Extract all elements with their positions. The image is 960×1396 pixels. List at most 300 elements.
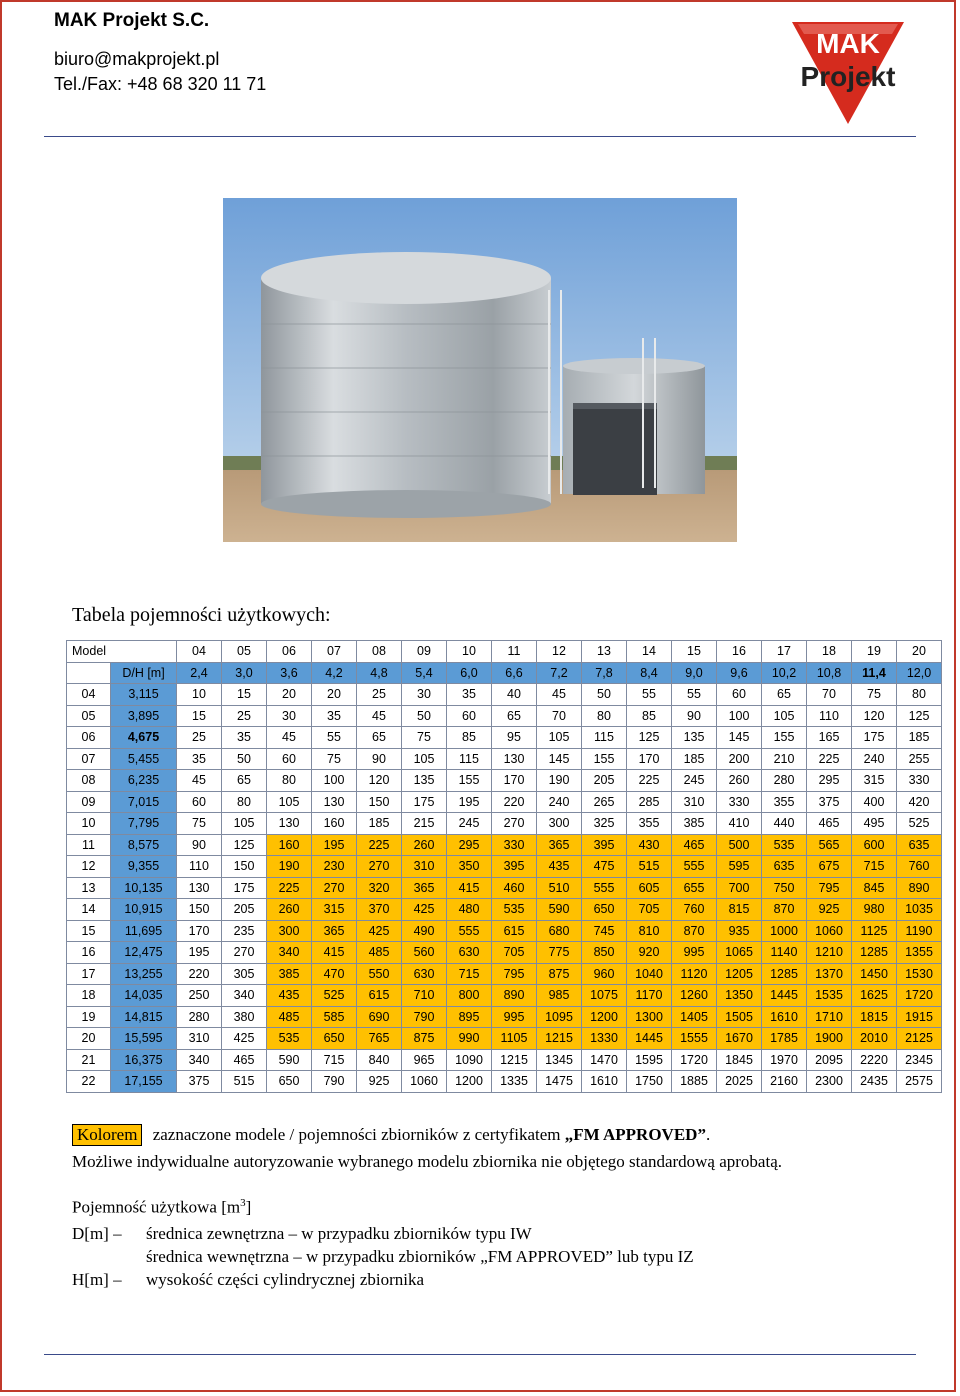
capacity-cell: 115: [582, 727, 627, 749]
table-row: [67, 942, 942, 964]
table-row: [67, 684, 942, 706]
capacity-cell: 205: [222, 899, 267, 921]
row-model-number: 10: [67, 813, 111, 835]
capacity-cell: 635: [897, 834, 942, 856]
height-value: 10,8: [807, 662, 852, 684]
capacity-cell: 535: [492, 899, 537, 921]
capacity-cell: 895: [447, 1006, 492, 1028]
capacity-cell: 2300: [807, 1071, 852, 1093]
capacity-cell: 435: [537, 856, 582, 878]
capacity-cell: 460: [492, 877, 537, 899]
table-row: [67, 1071, 942, 1093]
table-row: [67, 813, 942, 835]
table-row: [67, 877, 942, 899]
capacity-cell: 1285: [762, 963, 807, 985]
height-value: 6,6: [492, 662, 537, 684]
capacity-cell: 565: [807, 834, 852, 856]
capacity-cell: 1785: [762, 1028, 807, 1050]
capacity-cell: 330: [897, 770, 942, 792]
capacity-cell: 760: [897, 856, 942, 878]
table-row: [67, 834, 942, 856]
capacity-cell: 200: [717, 748, 762, 770]
capacity-cell: 1595: [627, 1049, 672, 1071]
height-value: 3,0: [222, 662, 267, 684]
capacity-cell: 2095: [807, 1049, 852, 1071]
capacity-cell: 1060: [402, 1071, 447, 1093]
capacity-cell: 1095: [537, 1006, 582, 1028]
capacity-cell: 1610: [762, 1006, 807, 1028]
capacity-cell: 415: [447, 877, 492, 899]
capacity-cell: 10: [177, 684, 222, 706]
capacity-cell: 765: [357, 1028, 402, 1050]
company-name: MAK Projekt S.C.: [54, 10, 210, 31]
capacity-cell: 2025: [717, 1071, 762, 1093]
capacity-cell: 60: [717, 684, 762, 706]
capacity-cell: 45: [267, 727, 312, 749]
capacity-cell: 2160: [762, 1071, 807, 1093]
capacity-cell: 365: [537, 834, 582, 856]
capacity-cell: 330: [717, 791, 762, 813]
capacity-cell: 870: [762, 899, 807, 921]
capacity-cell: 35: [447, 684, 492, 706]
capacity-cell: 715: [312, 1049, 357, 1071]
capacity-cell: 220: [177, 963, 222, 985]
capacity-cell: 80: [582, 705, 627, 727]
row-diameter: 14,035: [111, 985, 177, 1007]
capacity-cell: 995: [492, 1006, 537, 1028]
capacity-cell: 310: [402, 856, 447, 878]
row-diameter: 16,375: [111, 1049, 177, 1071]
row-model-number: 22: [67, 1071, 111, 1093]
capacity-cell: 650: [267, 1071, 312, 1093]
row-model-number: 12: [67, 856, 111, 878]
capacity-cell: 550: [357, 963, 402, 985]
capacity-cell: 555: [672, 856, 717, 878]
row-model-number: 14: [67, 899, 111, 921]
capacity-label-end: ]: [245, 1197, 252, 1217]
capacity-cell: 715: [447, 963, 492, 985]
table-header-heights: [67, 662, 942, 684]
table-row: [67, 1049, 942, 1071]
row-diameter: 12,475: [111, 942, 177, 964]
capacity-cell: 655: [672, 877, 717, 899]
capacity-cell: 125: [897, 705, 942, 727]
capacity-cell: 265: [582, 791, 627, 813]
capacity-cell: 325: [582, 813, 627, 835]
row-model-number: 18: [67, 985, 111, 1007]
capacity-cell: 535: [267, 1028, 312, 1050]
capacity-cell: 1450: [852, 963, 897, 985]
capacity-cell: 65: [492, 705, 537, 727]
capacity-cell: 495: [852, 813, 897, 835]
row-model-number: 21: [67, 1049, 111, 1071]
row-diameter: 7,015: [111, 791, 177, 813]
capacity-cell: 75: [852, 684, 897, 706]
capacity-cell: 195: [177, 942, 222, 964]
capacity-cell: 410: [717, 813, 762, 835]
row-model-number: 16: [67, 942, 111, 964]
capacity-cell: 1505: [717, 1006, 762, 1028]
capacity-cell: 1120: [672, 963, 717, 985]
capacity-cell: 600: [852, 834, 897, 856]
company-email: biuro@makprojekt.pl: [54, 49, 220, 69]
capacity-cell: 305: [222, 963, 267, 985]
capacity-cell: 1285: [852, 942, 897, 964]
legend-color-box: Kolorem: [72, 1124, 142, 1146]
model-number: 18: [807, 641, 852, 663]
capacity-cell: 1190: [897, 920, 942, 942]
capacity-cell: 1530: [897, 963, 942, 985]
capacity-cell: 1040: [627, 963, 672, 985]
row-diameter: 10,135: [111, 877, 177, 899]
capacity-cell: 985: [537, 985, 582, 1007]
capacity-cell: 385: [672, 813, 717, 835]
capacity-cell: 680: [537, 920, 582, 942]
capacity-cell: 1405: [672, 1006, 717, 1028]
legend-fm-approved: „FM APPROVED”: [564, 1125, 706, 1144]
capacity-cell: 155: [582, 748, 627, 770]
capacity-cell: 380: [222, 1006, 267, 1028]
height-value: 11,4: [852, 662, 897, 684]
capacity-cell: 2435: [852, 1071, 897, 1093]
capacity-cell: 55: [312, 727, 357, 749]
capacity-cell: 65: [222, 770, 267, 792]
capacity-cell: 525: [897, 813, 942, 835]
capacity-cell: 60: [177, 791, 222, 813]
large-tank-roof: [261, 252, 551, 304]
capacity-cell: 35: [222, 727, 267, 749]
row-diameter: 11,695: [111, 920, 177, 942]
capacity-cell: 605: [627, 877, 672, 899]
height-value: 10,2: [762, 662, 807, 684]
capacity-cell: 245: [672, 770, 717, 792]
capacity-cell: 340: [267, 942, 312, 964]
capacity-cell: 890: [492, 985, 537, 1007]
capacity-cell: 165: [807, 727, 852, 749]
model-number: 11: [492, 641, 537, 663]
capacity-cell: 760: [672, 899, 717, 921]
large-tank: [261, 278, 551, 504]
capacity-cell: 1210: [807, 942, 852, 964]
capacity-cell: 105: [762, 705, 807, 727]
capacity-cell: 270: [357, 856, 402, 878]
capacity-cell: 590: [267, 1049, 312, 1071]
height-value: 7,8: [582, 662, 627, 684]
capacity-cell: 35: [312, 705, 357, 727]
model-header: Model: [67, 641, 177, 663]
capacity-cell: 300: [537, 813, 582, 835]
model-number: 05: [222, 641, 267, 663]
capacity-cell: 195: [312, 834, 357, 856]
capacity-cell: 1355: [897, 942, 942, 964]
capacity-cell: 170: [177, 920, 222, 942]
capacity-cell: 175: [852, 727, 897, 749]
corner-cell: [67, 662, 111, 684]
capacity-cell: 125: [222, 834, 267, 856]
capacity-cell: 465: [222, 1049, 267, 1071]
capacity-cell: 795: [492, 963, 537, 985]
capacity-cell: 815: [717, 899, 762, 921]
capacity-cell: 2220: [852, 1049, 897, 1071]
table-row: [67, 727, 942, 749]
capacity-cell: 1065: [717, 942, 762, 964]
capacity-cell: 1720: [672, 1049, 717, 1071]
capacity-cell: 1170: [627, 985, 672, 1007]
capacity-cell: 850: [582, 942, 627, 964]
capacity-cell: 170: [627, 748, 672, 770]
height-value: 2,4: [177, 662, 222, 684]
capacity-cell: 515: [222, 1071, 267, 1093]
capacity-definition: [72, 1197, 251, 1218]
capacity-cell: 135: [672, 727, 717, 749]
capacity-cell: 130: [492, 748, 537, 770]
company-phone: Tel./Fax: +48 68 320 11 71: [54, 74, 267, 94]
capacity-cell: 465: [807, 813, 852, 835]
capacity-cell: 160: [312, 813, 357, 835]
capacity-cell: 1720: [897, 985, 942, 1007]
capacity-cell: 385: [267, 963, 312, 985]
capacity-cell: 510: [537, 877, 582, 899]
capacity-cell: 100: [312, 770, 357, 792]
capacity-cell: 675: [807, 856, 852, 878]
capacity-cell: 45: [537, 684, 582, 706]
capacity-cell: 1610: [582, 1071, 627, 1093]
legend-text: zaznaczone modele / pojemności zbiorników z certyfikatem: [148, 1125, 565, 1144]
capacity-cell: 105: [267, 791, 312, 813]
capacity-cell: 310: [672, 791, 717, 813]
capacity-cell: 1370: [807, 963, 852, 985]
row-model-number: 11: [67, 834, 111, 856]
capacity-cell: 1140: [762, 942, 807, 964]
capacity-cell: 1710: [807, 1006, 852, 1028]
capacity-cell: 300: [267, 920, 312, 942]
mak-projekt-logo: [788, 20, 908, 128]
capacity-cell: 295: [447, 834, 492, 856]
row-diameter: 10,915: [111, 899, 177, 921]
capacity-cell: 65: [357, 727, 402, 749]
table-row: [67, 1028, 942, 1050]
legend-line: [72, 1124, 710, 1146]
table-header-models: [67, 641, 942, 663]
capacity-cell: 595: [717, 856, 762, 878]
row-model-number: 13: [67, 877, 111, 899]
capacity-cell: 135: [402, 770, 447, 792]
capacity-cell: 155: [762, 727, 807, 749]
capacity-cell: 185: [357, 813, 402, 835]
model-number: 08: [357, 641, 402, 663]
capacity-cell: 400: [852, 791, 897, 813]
capacity-cell: 750: [762, 877, 807, 899]
capacity-cell: 55: [672, 684, 717, 706]
capacity-cell: 700: [717, 877, 762, 899]
capacity-cell: 800: [447, 985, 492, 1007]
d-definition-2: średnica wewnętrzna – w przypadku zbiorników „FM APPROVED” lub typu IZ: [146, 1247, 694, 1266]
capacity-cell: 235: [222, 920, 267, 942]
row-diameter: 3,895: [111, 705, 177, 727]
pump-house: [573, 403, 657, 495]
capacity-cell: 515: [627, 856, 672, 878]
capacity-cell: 120: [357, 770, 402, 792]
logo-text-projekt: Projekt: [800, 61, 896, 92]
capacity-cell: 115: [447, 748, 492, 770]
capacity-cell: 995: [672, 942, 717, 964]
d-label: D[m] –: [72, 1224, 122, 1243]
capacity-cell: 1350: [717, 985, 762, 1007]
capacity-cell: 870: [672, 920, 717, 942]
height-value: 9,6: [717, 662, 762, 684]
capacity-cell: 1750: [627, 1071, 672, 1093]
capacity-cell: 1205: [717, 963, 762, 985]
capacity-cell: 210: [762, 748, 807, 770]
logo-text-mak: MAK: [816, 28, 880, 59]
table-row: [67, 1006, 942, 1028]
height-value: 12,0: [897, 662, 942, 684]
capacity-cell: 1260: [672, 985, 717, 1007]
row-model-number: 05: [67, 705, 111, 727]
capacity-cell: 65: [762, 684, 807, 706]
capacity-cell: 225: [357, 834, 402, 856]
capacity-cell: 480: [447, 899, 492, 921]
table-row: [67, 920, 942, 942]
capacity-cell: 1035: [897, 899, 942, 921]
d-definition-1: średnica zewnętrzna – w przypadku zbiorników typu IW: [146, 1224, 532, 1243]
capacity-cell: 845: [852, 877, 897, 899]
capacity-cell: 1885: [672, 1071, 717, 1093]
row-model-number: 04: [67, 684, 111, 706]
capacity-cell: 295: [807, 770, 852, 792]
capacity-cell: 230: [312, 856, 357, 878]
capacity-cell: 775: [537, 942, 582, 964]
capacity-cell: 555: [582, 877, 627, 899]
capacity-cell: 425: [402, 899, 447, 921]
height-value: 7,2: [537, 662, 582, 684]
capacity-cell: 1815: [852, 1006, 897, 1028]
capacity-cell: 440: [762, 813, 807, 835]
capacity-cell: 1215: [492, 1049, 537, 1071]
capacity-label: Pojemność użytkowa [m: [72, 1197, 241, 1217]
capacity-cell: 810: [627, 920, 672, 942]
capacity-cell: 25: [222, 705, 267, 727]
capacity-cell: 90: [177, 834, 222, 856]
capacity-cell: 30: [267, 705, 312, 727]
capacity-cell: 1060: [807, 920, 852, 942]
capacity-cell: 155: [447, 770, 492, 792]
capacity-cell: 245: [447, 813, 492, 835]
capacity-cell: 745: [582, 920, 627, 942]
small-tank-roof: [563, 358, 705, 374]
capacity-cell: 875: [402, 1028, 447, 1050]
capacity-cell: 255: [897, 748, 942, 770]
row-model-number: 20: [67, 1028, 111, 1050]
capacity-cell: 485: [357, 942, 402, 964]
height-value: 5,4: [402, 662, 447, 684]
capacity-cell: 650: [582, 899, 627, 921]
height-value: 8,4: [627, 662, 672, 684]
capacity-cell: 240: [852, 748, 897, 770]
capacity-cell: 965: [402, 1049, 447, 1071]
capacity-cell: 70: [537, 705, 582, 727]
capacity-cell: 15: [177, 705, 222, 727]
capacity-cell: 70: [807, 684, 852, 706]
capacity-cell: 630: [447, 942, 492, 964]
capacity-cell: 415: [312, 942, 357, 964]
capacity-cell: 100: [717, 705, 762, 727]
capacity-cell: 475: [582, 856, 627, 878]
capacity-cell: 170: [492, 770, 537, 792]
capacity-cell: 340: [222, 985, 267, 1007]
capacity-cell: 1445: [627, 1028, 672, 1050]
capacity-cell: 560: [402, 942, 447, 964]
capacity-cell: 250: [177, 985, 222, 1007]
row-model-number: 07: [67, 748, 111, 770]
capacity-cell: 45: [357, 705, 402, 727]
capacity-cell: 1200: [582, 1006, 627, 1028]
capacity-cell: 90: [672, 705, 717, 727]
capacity-cell: 1900: [807, 1028, 852, 1050]
h-definition: wysokość części cylindrycznej zbiornika: [146, 1270, 425, 1289]
capacity-cell: 110: [177, 856, 222, 878]
row-model-number: 06: [67, 727, 111, 749]
capacity-cell: 590: [537, 899, 582, 921]
capacity-cell: 215: [402, 813, 447, 835]
model-number: 07: [312, 641, 357, 663]
capacity-cell: 150: [357, 791, 402, 813]
model-number: 15: [672, 641, 717, 663]
header-rule: [44, 136, 916, 137]
capacity-cell: 650: [312, 1028, 357, 1050]
capacity-cell: 225: [627, 770, 672, 792]
capacity-cell: 280: [762, 770, 807, 792]
model-number: 09: [402, 641, 447, 663]
capacity-cell: 365: [312, 920, 357, 942]
capacity-cell: 370: [357, 899, 402, 921]
capacity-cell: 45: [177, 770, 222, 792]
capacity-cell: 1335: [492, 1071, 537, 1093]
capacity-cell: 365: [402, 877, 447, 899]
capacity-cell: 85: [627, 705, 672, 727]
capacity-cell: 50: [402, 705, 447, 727]
capacity-cell: 220: [492, 791, 537, 813]
capacity-cell: 75: [177, 813, 222, 835]
row-model-number: 09: [67, 791, 111, 813]
capacity-cell: 2125: [897, 1028, 942, 1050]
capacity-cell: 105: [222, 813, 267, 835]
capacity-cell: 320: [357, 877, 402, 899]
table-row: [67, 985, 942, 1007]
capacity-cell: 15: [222, 684, 267, 706]
table-row: [67, 748, 942, 770]
capacity-cell: 260: [402, 834, 447, 856]
capacity-cell: 110: [807, 705, 852, 727]
authorization-note: Możliwe indywidualne autoryzowanie wybranego modelu zbiornika nie objętego standardową aprobatą.: [72, 1152, 782, 1171]
capacity-cell: 185: [672, 748, 717, 770]
capacity-cell: 490: [402, 920, 447, 942]
capacity-unit-sup: 3: [240, 1197, 246, 1209]
model-number: 14: [627, 641, 672, 663]
capacity-cell: 1475: [537, 1071, 582, 1093]
capacity-cell: 1445: [762, 985, 807, 1007]
capacity-cell: 130: [267, 813, 312, 835]
capacity-cell: 1555: [672, 1028, 717, 1050]
capacity-cell: 1625: [852, 985, 897, 1007]
capacity-cell: 260: [717, 770, 762, 792]
capacity-cell: 705: [492, 942, 537, 964]
capacity-cell: 260: [267, 899, 312, 921]
capacity-cell: 1090: [447, 1049, 492, 1071]
capacity-cell: 2010: [852, 1028, 897, 1050]
capacity-cell: 925: [807, 899, 852, 921]
capacity-cell: 125: [627, 727, 672, 749]
